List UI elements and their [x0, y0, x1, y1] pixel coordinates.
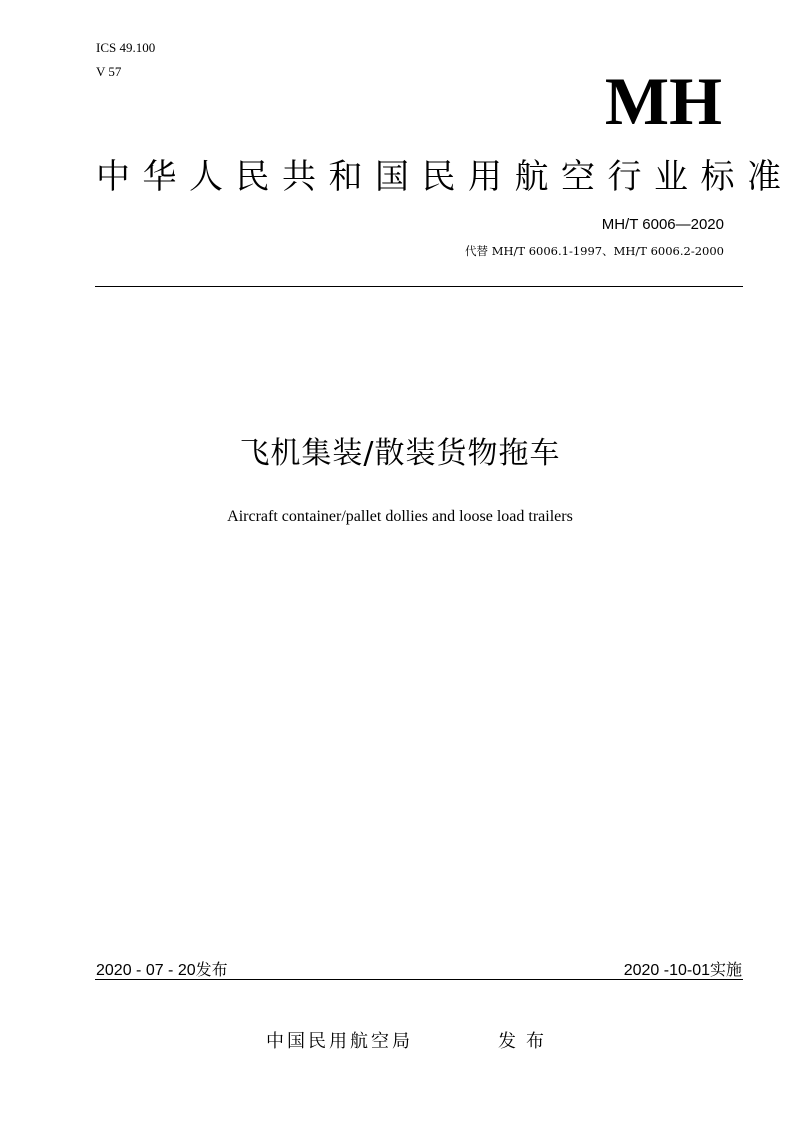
- publisher-name: 中国民用航空局: [266, 1031, 413, 1052]
- document-title-zh: 飞机集装/散装货物拖车: [239, 436, 561, 471]
- ccs-code: V 57: [96, 64, 122, 79]
- bottom-divider: [95, 979, 743, 980]
- standard-category: 中华人民共和国民用航空行业标准: [96, 157, 794, 197]
- standard-number: MH/T 6006—2020: [601, 216, 724, 233]
- implementation-date: 2020 -10-01实施: [623, 962, 742, 979]
- mh-logo: MH: [604, 63, 722, 139]
- document-title-en: Aircraft container/pallet dollies and loose load trailers: [227, 508, 573, 525]
- top-divider: [95, 286, 743, 287]
- publish-label: 发布: [498, 1031, 554, 1052]
- supersedes-note: 代替 MH/T 6006.1-1997、MH/T 6006.2-2000: [465, 244, 724, 258]
- issue-date: 2020 - 07 - 20发布: [96, 962, 228, 979]
- ics-code: ICS 49.100: [96, 40, 156, 55]
